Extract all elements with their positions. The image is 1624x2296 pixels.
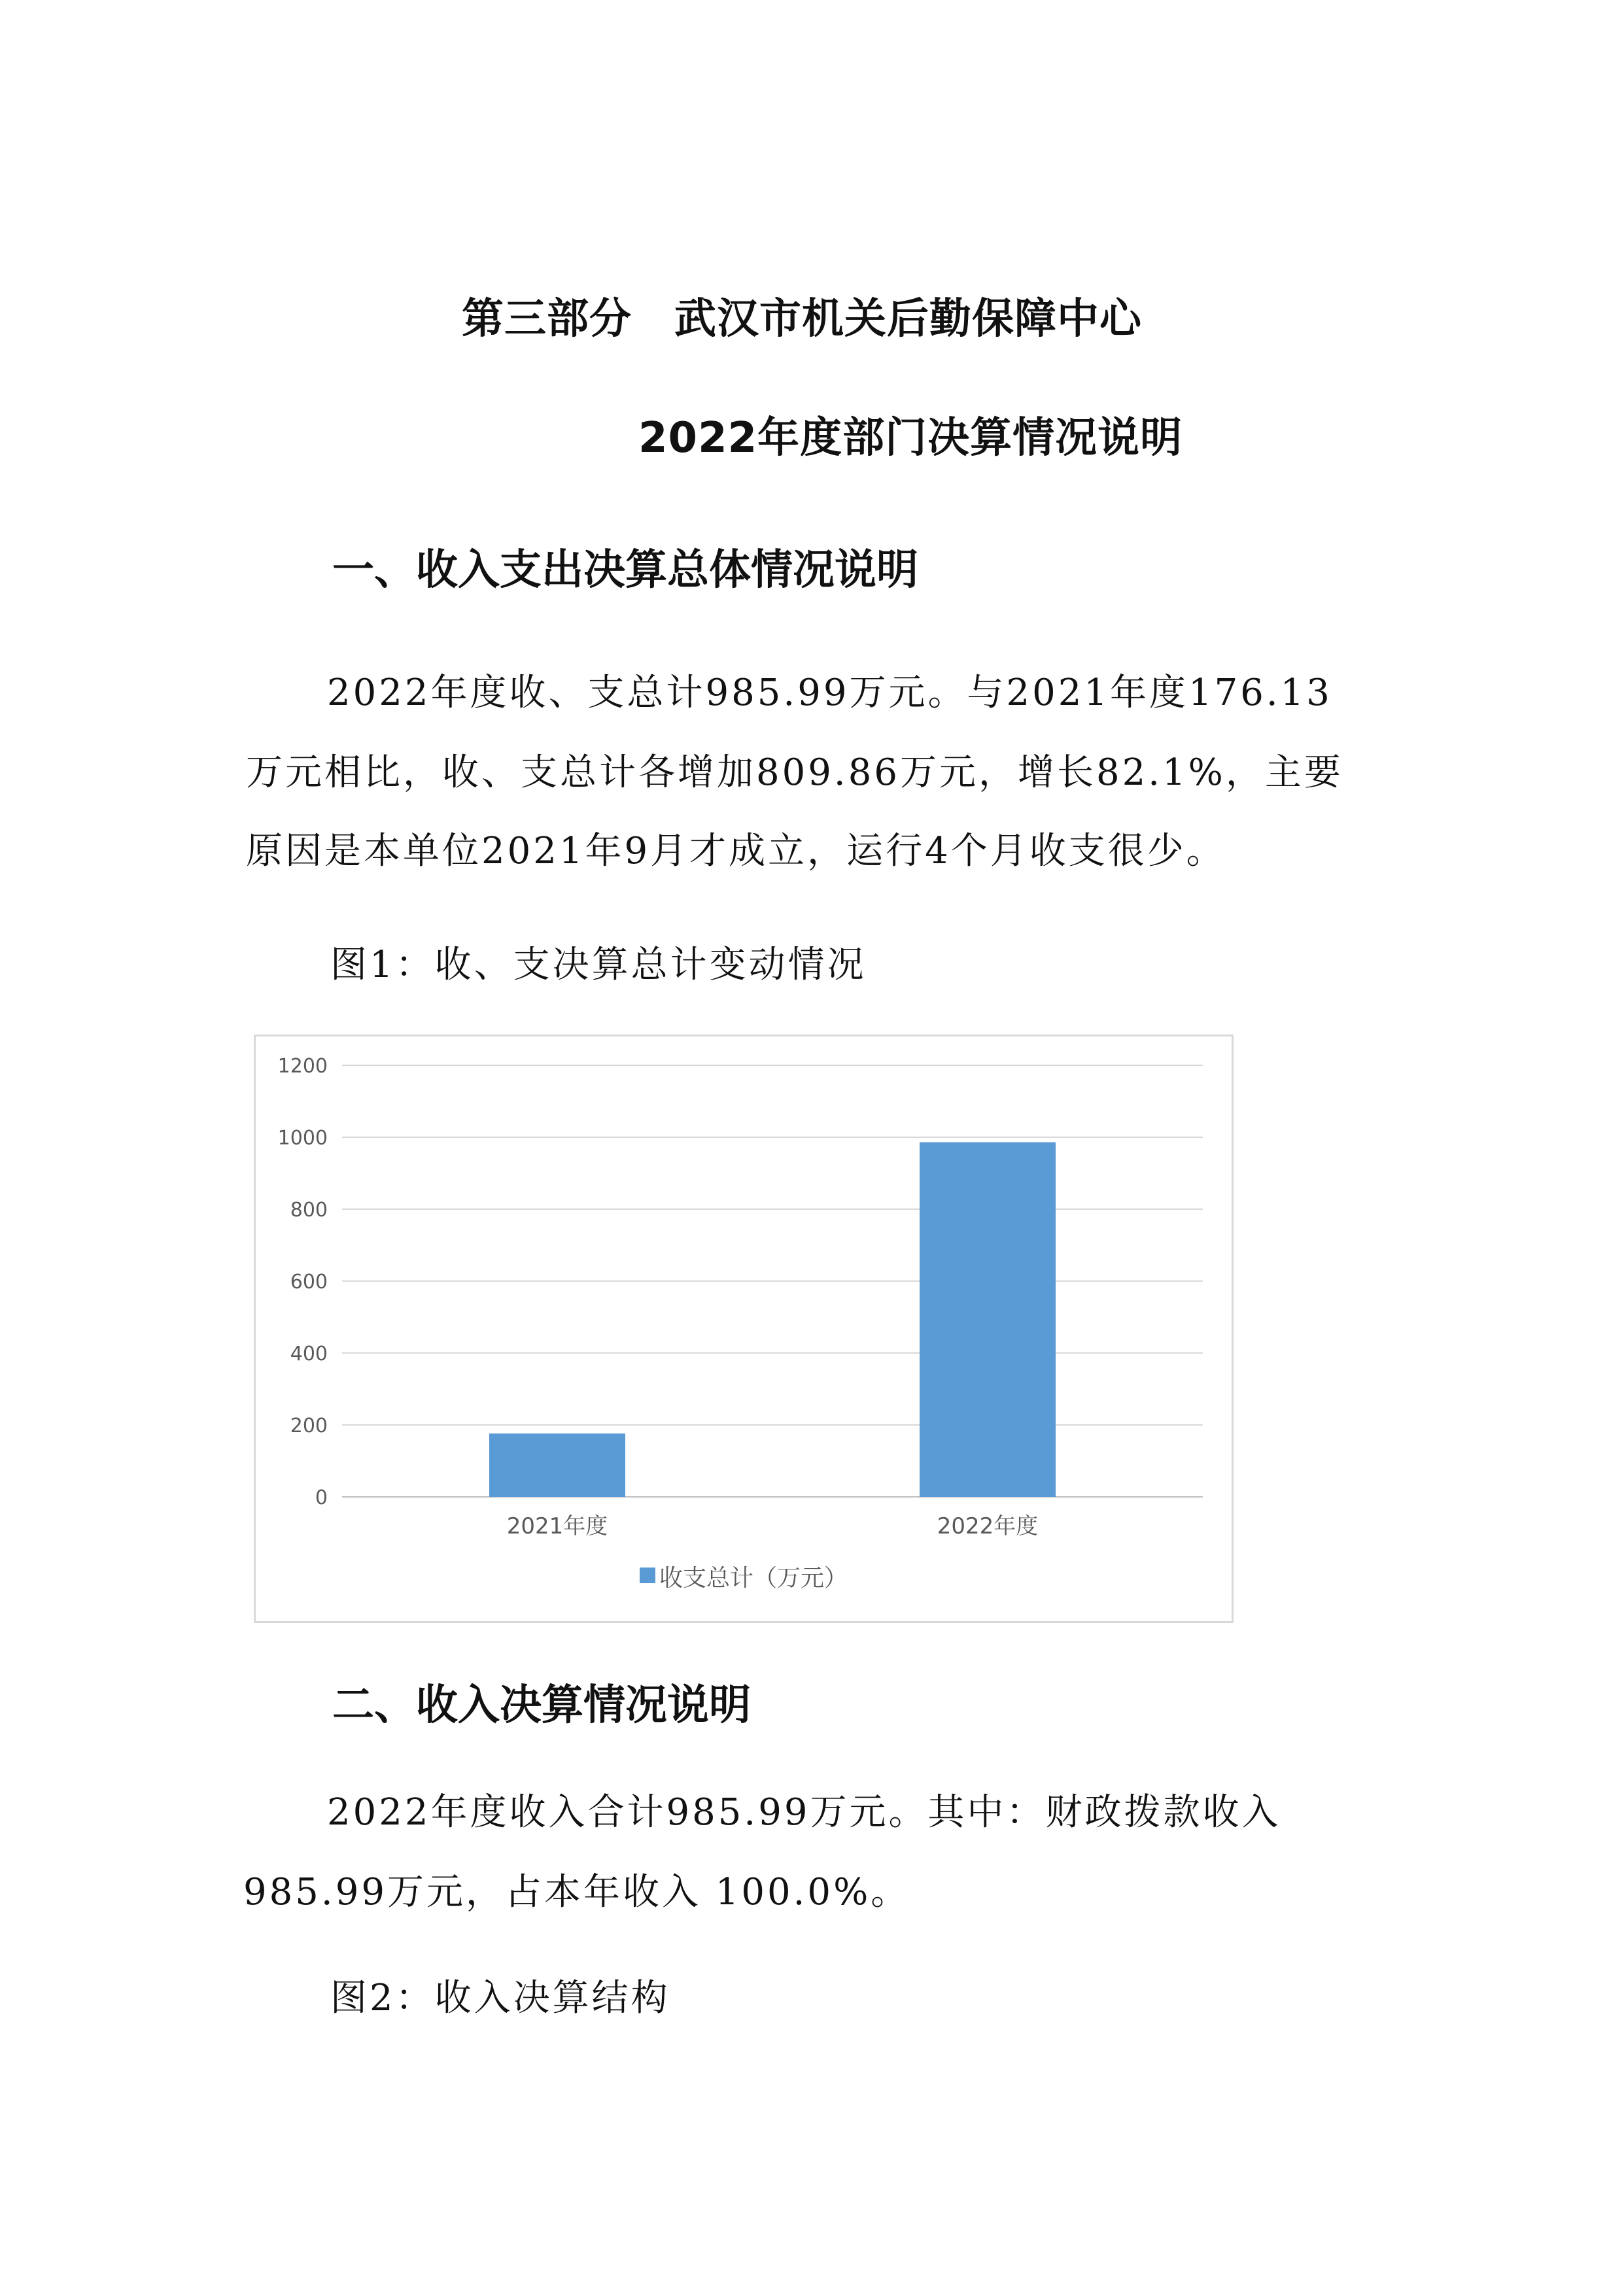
y-tick-label: 600 — [290, 1271, 328, 1294]
y-tick-label: 400 — [290, 1343, 328, 1365]
legend-swatch — [640, 1568, 655, 1583]
y-tick-label: 1000 — [277, 1127, 328, 1150]
x-category-label: 2021年度 — [506, 1513, 608, 1539]
section2-heading: 二、收入决算情况说明 — [332, 1681, 751, 1730]
y-tick-label: 200 — [290, 1414, 328, 1437]
bar-chart-svg — [256, 1037, 1232, 1621]
section1-paragraph-line3: 原因是本单位2021年9月才成立，运行4个月收支很少。 — [246, 830, 1226, 872]
section1-paragraph-line1: 2022年度收、支总计985.99万元。与2021年度176.13 — [327, 672, 1332, 714]
figure1-caption: 图1：收、支决算总计变动情况 — [330, 944, 867, 986]
section1-heading: 一、收入支出决算总体情况说明 — [332, 546, 918, 594]
section2-paragraph-line2: 985.99万元，占本年收入 100.0%。 — [243, 1871, 910, 1913]
document-title-line1: 第三部分 武汉市机关后勤保障中心 — [462, 295, 1142, 343]
bar — [489, 1433, 625, 1497]
section1-paragraph-line2: 万元相比，收、支总计各增加809.86万元，增长82.1%，主要 — [246, 751, 1343, 794]
y-tick-label: 800 — [290, 1199, 328, 1222]
figure2-caption: 图2：收入决算结构 — [330, 1977, 670, 2019]
y-tick-label: 1200 — [277, 1055, 328, 1078]
document-title-line2: 2022年度部门决算情况说明 — [638, 414, 1183, 462]
bar — [920, 1142, 1056, 1497]
legend-label: 收支总计（万元） — [659, 1565, 848, 1592]
y-tick-label: 0 — [315, 1486, 328, 1509]
x-category-label: 2022年度 — [937, 1513, 1039, 1539]
figure1-chart — [254, 1035, 1234, 1623]
section2-paragraph-line1: 2022年度收入合计985.99万元。其中：财政拨款收入 — [327, 1791, 1281, 1834]
